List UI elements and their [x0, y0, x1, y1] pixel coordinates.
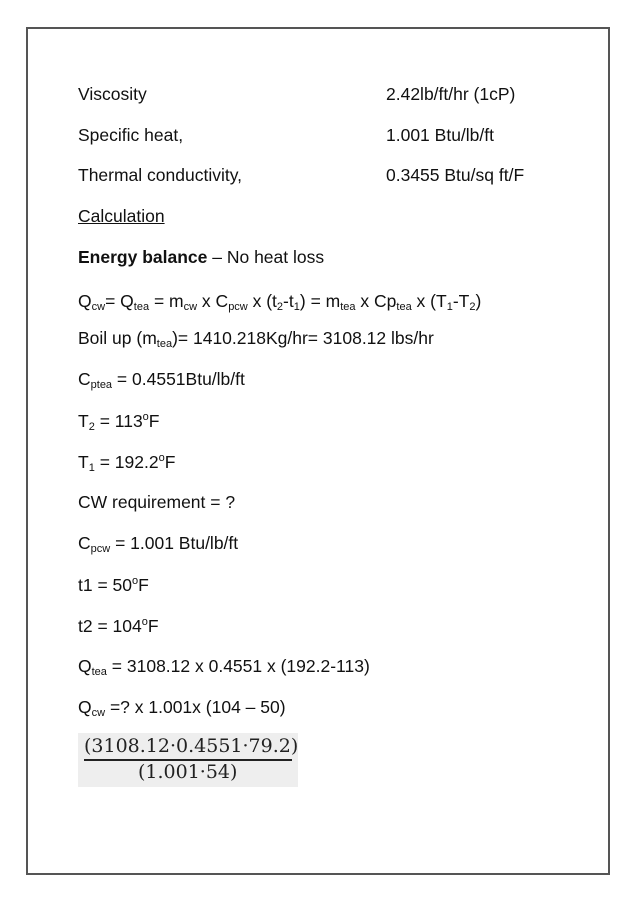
boil-up-line: Boil up $(m_{tea})= 1410.218Kg/hr= 3108.12$ lbs/hr: [78, 328, 434, 350]
calculation-heading: Calculation: [78, 206, 165, 226]
energy-balance-rest: – No heat loss: [207, 247, 325, 267]
energy-balance-bold: Energy balance: [78, 247, 208, 267]
cptea-line: $C_{ptea} = 0.4551Btu/lb/ft$: [78, 369, 245, 391]
cpcw-line: $C_{pcw} = 1.001$ Btu/lb/ft: [78, 533, 239, 555]
property-label-viscosity: Viscosity: [78, 84, 147, 104]
t1-line: $T_1 = 192.2^oF$: [78, 452, 176, 474]
energy-equation: $Q_{cw}= Q_{tea} = m_{cw}$ x $C_{pcw}$ x $(t_2-t_1) = m_{tea}$ x $Cp_{tea}$ x $(T_1-T_2)$: [78, 291, 482, 313]
t1-small-line: $t1 = 50^oF$: [78, 575, 149, 595]
cw-requirement-line: CW requirement = ?: [78, 492, 236, 512]
property-label-thermal-conductivity: Thermal conductivity,: [78, 165, 243, 185]
t2-small-line: $t2 = 104^oF$: [78, 616, 159, 636]
fraction-image: [78, 733, 298, 787]
energy-balance-line: [78, 246, 324, 268]
fraction-denominator: (1.001·54): [138, 761, 238, 783]
property-value-thermal-conductivity: 0.3455 Btu/sq ft/F: [386, 165, 525, 185]
t2-line: $T_2 = 113^oF$: [78, 411, 160, 433]
fraction-numerator: (3108.12·0.4551·79.2): [84, 735, 299, 757]
property-value-specific-heat: 1.001 Btu/lb/ft: [386, 125, 494, 145]
qtea-line: $Q_{tea} = 3108.12$ x 0.4551 x (192.2-113): [78, 656, 370, 678]
property-label-specific-heat: Specific heat,: [78, 125, 184, 145]
property-value-viscosity: 2.42lb/ft/hr (1cP): [386, 84, 516, 104]
qcw-line: $Q_{cw}$ =? x 1.001x (104 – 50): [78, 697, 286, 719]
